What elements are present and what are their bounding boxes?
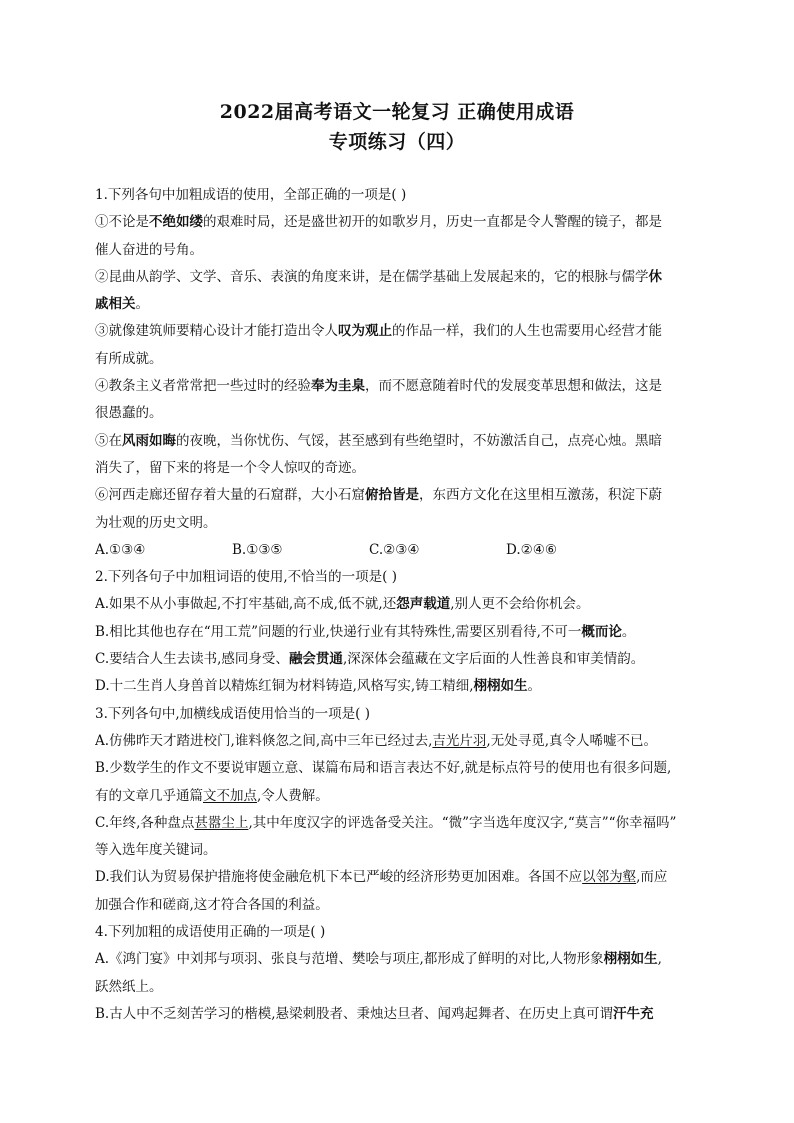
- q1-sentence-2: ②昆曲从韵学、文学、音乐、表演的角度来讲，是在儒学基础上发展起来的，它的根脉与儒学休: [95, 268, 662, 285]
- q3-option-b-cont: 有的文章几乎通篇文不加点,令人费解。: [95, 787, 329, 804]
- q1-sentence-6: ⑥河西走廊还留存着大量的石窟群，大小石窟俯拾皆是，东西方文化在这里相互激荡，积淀下蔚: [95, 487, 662, 504]
- q1-option-b: B.①③⑤: [232, 541, 283, 558]
- document-title: 2022届高考语文一轮复习 正确使用成语: [219, 101, 575, 123]
- q3-option-c-cont: 等入选年度关键词。: [95, 842, 217, 859]
- q1-sentence-6-cont: 为壮观的历史文明。: [95, 514, 217, 531]
- q4-option-a: A.《鸿门宴》中刘邦与项羽、张良与范增、樊哙与项庄,都形成了鲜明的对比,人物形象栩栩如生,: [95, 951, 662, 968]
- q1-sentence-2-cont: 戚相关。: [95, 296, 149, 313]
- q3-stem: 3.下列各句中,加横线成语使用恰当的一项是( ): [95, 705, 370, 722]
- q1-option-c: C.②③④: [369, 541, 420, 558]
- q4-option-b: B.古人中不乏刻苦学习的楷模,悬梁刺股者、秉烛达旦者、闻鸡起舞者、在历史上真可谓汗牛充: [95, 1005, 654, 1022]
- q1-sentence-5-cont: 消失了，留下来的将是一个令人惊叹的奇迹。: [95, 459, 365, 476]
- q1-sentence-3-cont: 有所成就。: [95, 350, 163, 367]
- q1-stem: 1.下列各句中加粗成语的使用，全部正确的一项是( ): [95, 187, 407, 203]
- q1-sentence-3: ③就像建筑师要精心设计才能打造出令人叹为观止的作品一样，我们的人生也需要用心经营才能: [95, 323, 662, 340]
- q1-option-a: A.①③④: [95, 541, 146, 558]
- document-subtitle: 专项练习（四）: [328, 131, 466, 153]
- q2-option-d: D.十二生肖人身兽首以精炼红铜为材料铸造,风格写实,铸工精细,栩栩如生。: [95, 678, 542, 695]
- q2-option-c: C.要结合人生去读书,感同身受、融会贯通,深深体会蕴藏在文字后面的人性善良和审美情韵。: [95, 651, 645, 668]
- q2-option-a: A.如果不从小事做起,不打牢基础,高不成,低不就,还怨声载道,别人更不会给你机会。: [95, 596, 590, 613]
- q3-option-a: A.仿佛昨天才踏进校门,谁料倏忽之间,高中三年已经过去,吉光片羽,无处寻觅,真令人唏嘘不已。: [95, 732, 658, 749]
- q1-sentence-4-cont: 很愚蠢的。: [95, 405, 163, 422]
- q1-options: [95, 537, 695, 564]
- q3-option-c: C.年终,各种盘点甚嚣尘上,其中年度汉字的评选备受关注。“微”字当选年度汉字,“莫言”“你幸福吗”: [95, 814, 677, 831]
- q1-option-d: D.②④⑥: [506, 541, 557, 558]
- q4-stem: 4.下列加粗的成语使用正确的一项是( ): [95, 924, 326, 941]
- q1-sentence-1-cont: 催人奋进的号角。: [95, 241, 203, 258]
- q3-option-b: B.少数学生的作文不要说审题立意、谋篇布局和语言表达不好,就是标点符号的使用也有很多问题,: [95, 760, 672, 777]
- q4-option-a-cont: 跃然纸上。: [95, 978, 163, 995]
- q2-stem: 2.下列各句子中加粗词语的使用,不恰当的一项是( ): [95, 569, 397, 586]
- q1-sentence-4: ④教条主义者常常把一些过时的经验奉为圭臬，而不愿意随着时代的发展变革思想和做法，这是: [95, 378, 662, 395]
- q1-sentence-1: ①不论是不绝如缕的艰难时局，还是盛世初开的如歌岁月，历史一直都是令人警醒的镜子，都是: [95, 214, 662, 231]
- q1-sentence-5: ⑤在风雨如晦的夜晚，当你忧伤、气馁，甚至感到有些绝望时，不妨激活自己，点亮心烛。黑暗: [95, 432, 662, 449]
- q3-option-d-cont: 加强合作和磋商,这才符合各国的利益。: [95, 896, 329, 913]
- q3-option-d: D.我们认为贸易保护措施将使金融危机下本已严峻的经济形势更加困难。各国不应以邻为壑,而应: [95, 869, 668, 886]
- q2-option-b: B.相比其他也存在“用工荒”问题的行业,快递行业有其特殊性,需要区别看待,不可一概而论。: [95, 623, 636, 640]
- document-body: [95, 182, 695, 1028]
